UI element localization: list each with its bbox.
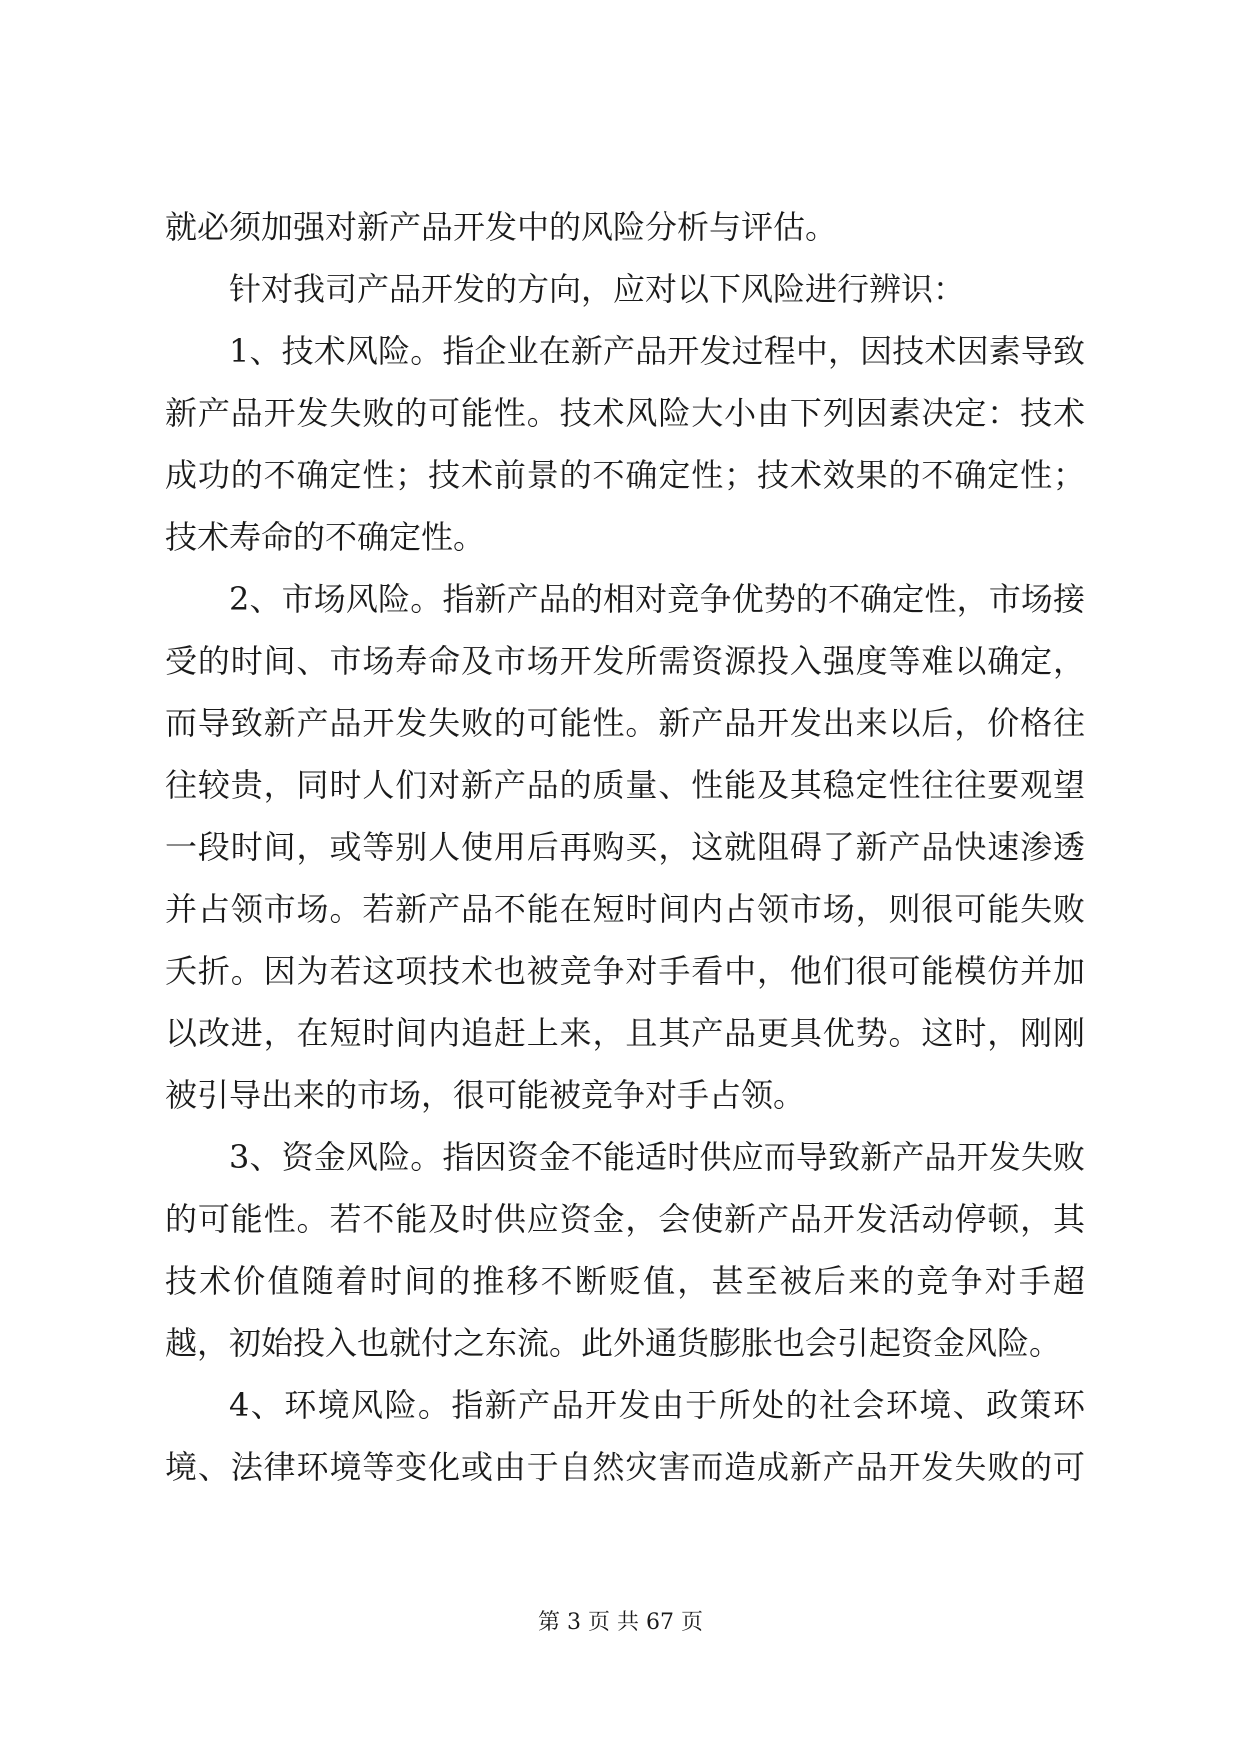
- document-body: [165, 196, 1085, 1498]
- paragraph-market-risk: 2、市场风险。指新产品的相对竞争优势的不确定性，市场接受的时间、市场寿命及市场开发所需资源投入强度等难以确定，而导致新产品开发失败的可能性。新产品开发出来以后，价格往往较贵，同时人们对新产品的质量、性能及其稳定性往往要观望一段时间，或等别人使用后再购买，这就阻碍了新产品快速渗透并占领市场。若新产品不能在短时间内占领市场，则很可能失败夭折。因为若这项技术也被竞争对手看中，他们很可能模仿并加以改进，在短时间内追赶上来，且其产品更具优势。这时，刚刚被引导出来的市场，很可能被竞争对手占领。: [165, 580, 1085, 1114]
- paragraph-funding-risk: 3、资金风险。指因资金不能适时供应而导致新产品开发失败的可能性。若不能及时供应资金，会使新产品开发活动停顿，其技术价值随着时间的推移不断贬值，甚至被后来的竞争对手超越，初始投入也就付之东流。此外通货膨胀也会引起资金风险。: [165, 1138, 1085, 1362]
- paragraph-intro: 针对我司产品开发的方向，应对以下风险进行辨识：: [229, 270, 966, 308]
- paragraph-environment-risk: 4、环境风险。指新产品开发由于所处的社会环境、政策环境、法律环境等变化或由于自然灾害而造成新产品开发失败的可: [165, 1386, 1085, 1486]
- paragraph-continuation: 就必须加强对新产品开发中的风险分析与评估。: [165, 208, 838, 246]
- paragraph-technical-risk: 1、技术风险。指企业在新产品开发过程中，因技术因素导致新产品开发失败的可能性。技术风险大小由下列因素决定：技术成功的不确定性；技术前景的不确定性；技术效果的不确定性；技术寿命的不确定性。: [165, 332, 1085, 556]
- page-number-footer: 第 3 页 共 67 页: [538, 1610, 703, 1635]
